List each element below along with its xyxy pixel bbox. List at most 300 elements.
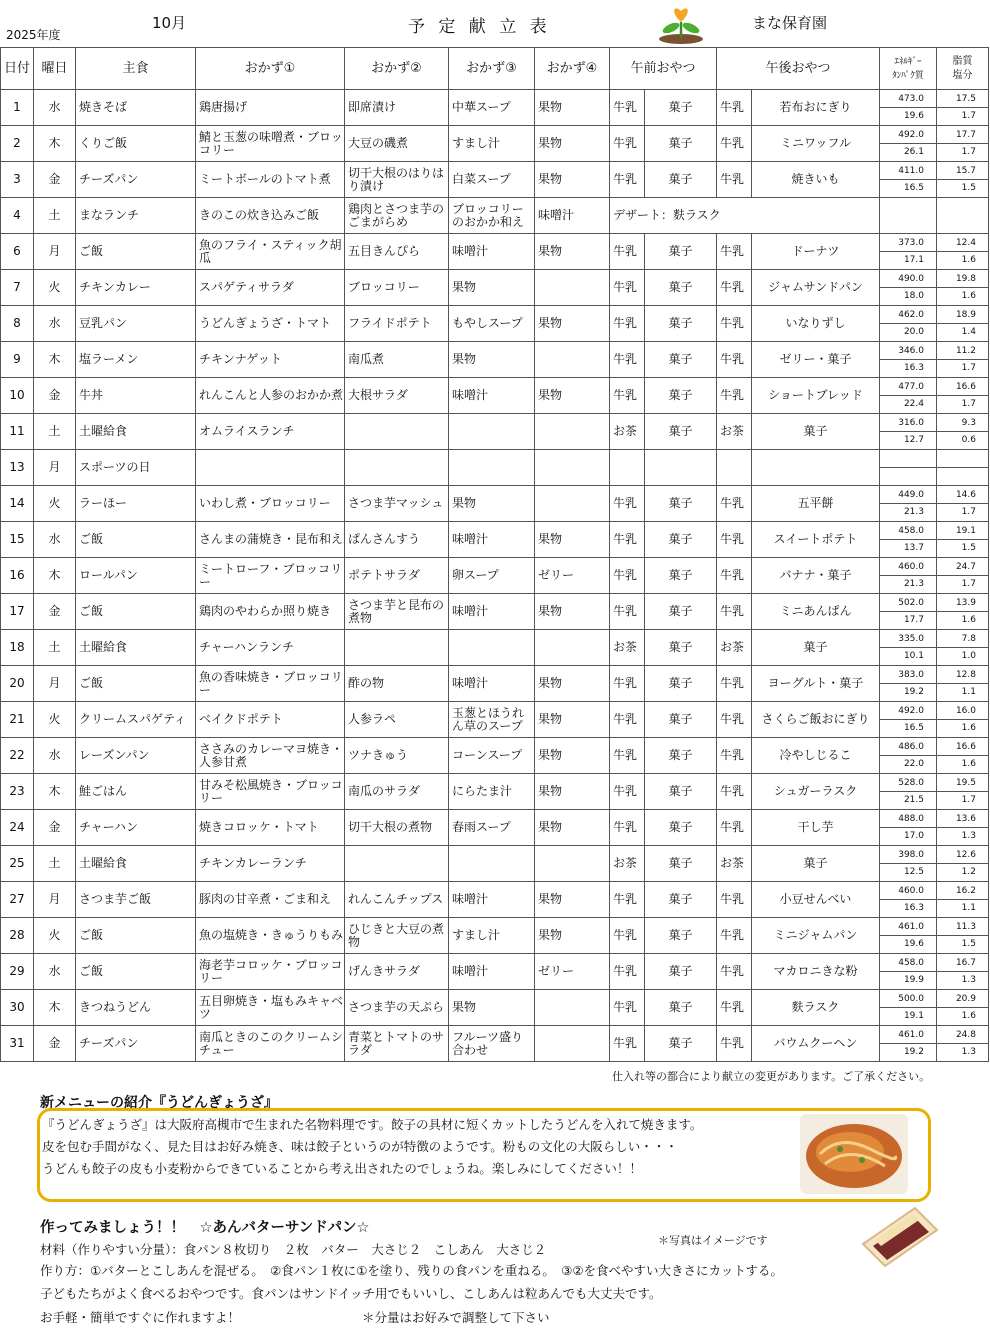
- side2-cell: れんこんチップス: [345, 882, 449, 918]
- side2-cell: [345, 630, 449, 666]
- am-drink-cell: 牛乳: [610, 666, 645, 702]
- am-snack-cell: 菓子: [645, 378, 717, 414]
- staple-cell: 豆乳パン: [76, 306, 196, 342]
- staple-cell: 牛丼: [76, 378, 196, 414]
- side3-cell: 果物: [449, 342, 535, 378]
- protein-value: 18.0: [903, 291, 924, 301]
- table-row: [1, 342, 989, 378]
- side4-cell: 果物: [535, 666, 610, 702]
- menu-table: [0, 47, 989, 1062]
- staple-cell: チーズパン: [76, 162, 196, 198]
- nutrition-cell: [880, 810, 937, 846]
- table-row: [1, 486, 989, 522]
- fat-salt-cell: [937, 990, 989, 1026]
- fat-salt-cell: [937, 486, 989, 522]
- am-drink-cell: 牛乳: [610, 162, 645, 198]
- pm-drink-cell: お茶: [717, 630, 752, 666]
- fat-value: 17.5: [937, 91, 988, 109]
- side1-cell: 南瓜ときのこのクリームシチュー: [196, 1026, 345, 1062]
- table-row: [1, 990, 989, 1026]
- am-snack-cell: 菓子: [645, 414, 717, 450]
- weekday-cell: 水: [34, 738, 76, 774]
- side2-cell: ぱんさんすう: [345, 522, 449, 558]
- am-drink-cell: 牛乳: [610, 882, 645, 918]
- pm-snack-cell: いなりずし: [752, 306, 880, 342]
- protein-value: 16.5: [903, 183, 924, 193]
- staple-cell: くりご飯: [76, 126, 196, 162]
- staple-cell: クリームスパゲティ: [76, 702, 196, 738]
- side4-cell: [535, 1026, 610, 1062]
- salt-value: 1.6: [961, 615, 976, 625]
- fat-salt-cell: [937, 954, 989, 990]
- fat-value: 16.7: [937, 955, 988, 973]
- am-snack-cell: 菓子: [645, 702, 717, 738]
- side1-cell: スパゲティサラダ: [196, 270, 345, 306]
- date-cell: 30: [1, 990, 34, 1026]
- salt-value: 1.7: [961, 147, 976, 157]
- date-cell: 23: [1, 774, 34, 810]
- nutrition-cell: [880, 558, 937, 594]
- date-cell: 25: [1, 846, 34, 882]
- weekday-cell: 火: [34, 918, 76, 954]
- protein-value: 21.3: [903, 507, 924, 517]
- staple-cell: 土曜給食: [76, 414, 196, 450]
- fiscal-year: 2025年度: [6, 28, 61, 42]
- energy-value: 461.0: [880, 919, 936, 937]
- pm-drink-cell: 牛乳: [717, 486, 752, 522]
- col-protein: ﾀﾝﾊﾟｸ質: [892, 70, 924, 81]
- protein-value: 21.5: [903, 795, 924, 805]
- side3-cell: 卵スープ: [449, 558, 535, 594]
- date-cell: 8: [1, 306, 34, 342]
- staple-cell: ご飯: [76, 594, 196, 630]
- pm-snack-cell: 菓子: [752, 414, 880, 450]
- pm-drink-cell: 牛乳: [717, 522, 752, 558]
- salt-value: 1.7: [961, 795, 976, 805]
- weekday-cell: 水: [34, 522, 76, 558]
- am-snack-cell: 菓子: [645, 666, 717, 702]
- side1-cell: うどんぎょうざ・トマト: [196, 306, 345, 342]
- weekday-cell: 木: [34, 126, 76, 162]
- side4-cell: 果物: [535, 738, 610, 774]
- table-row: [1, 90, 989, 126]
- pm-snack-cell: [752, 450, 880, 486]
- am-snack-cell: 菓子: [645, 990, 717, 1026]
- side4-cell: [535, 414, 610, 450]
- table-row: [1, 630, 989, 666]
- fat-salt-cell: [937, 234, 989, 270]
- side2-cell: 人参ラペ: [345, 702, 449, 738]
- pm-drink-cell: 牛乳: [717, 306, 752, 342]
- pm-drink-cell: [717, 450, 752, 486]
- fat-salt-cell: [937, 630, 989, 666]
- energy-value: 492.0: [880, 703, 936, 721]
- side1-cell: 焼きコロッケ・トマト: [196, 810, 345, 846]
- date-cell: 3: [1, 162, 34, 198]
- am-drink-cell: 牛乳: [610, 738, 645, 774]
- side2-cell: 切干大根のはりはり漬け: [345, 162, 449, 198]
- fat-salt-cell: [937, 738, 989, 774]
- pm-snack-cell: 冷やしじるこ: [752, 738, 880, 774]
- side3-cell: コーンスープ: [449, 738, 535, 774]
- fat-value: 16.2: [937, 883, 988, 901]
- pm-snack-cell: ショートブレッド: [752, 378, 880, 414]
- pm-snack-cell: 小豆せんべい: [752, 882, 880, 918]
- pm-drink-cell: 牛乳: [717, 90, 752, 126]
- side4-cell: 味噌汁: [535, 198, 610, 234]
- side1-cell: さんまの蒲焼き・昆布和え: [196, 522, 345, 558]
- side1-cell: チキンカレーランチ: [196, 846, 345, 882]
- fat-salt-cell: [937, 90, 989, 126]
- weekday-cell: 金: [34, 162, 76, 198]
- fat-salt-cell: [937, 774, 989, 810]
- staple-cell: ご飯: [76, 666, 196, 702]
- side2-cell: さつま芋の天ぷら: [345, 990, 449, 1026]
- table-row: [1, 414, 989, 450]
- table-row: [1, 774, 989, 810]
- pm-snack-cell: 若布おにぎり: [752, 90, 880, 126]
- side3-cell: 玉葱とほうれん草のスープ: [449, 702, 535, 738]
- side2-cell: 大根サラダ: [345, 378, 449, 414]
- am-snack-cell: 菓子: [645, 882, 717, 918]
- side1-cell: ミートボールのトマト煮: [196, 162, 345, 198]
- salt-value: 1.7: [961, 507, 976, 517]
- pm-drink-cell: 牛乳: [717, 162, 752, 198]
- side3-cell: 中華スープ: [449, 90, 535, 126]
- pm-snack-cell: 干し芋: [752, 810, 880, 846]
- staple-cell: ご飯: [76, 954, 196, 990]
- fat-value: 19.8: [937, 271, 988, 289]
- nutrition-cell: [880, 306, 937, 342]
- table-row: [1, 198, 989, 234]
- table-row: [1, 738, 989, 774]
- side2-cell: フライドポテト: [345, 306, 449, 342]
- side1-cell: ミートローフ・ブロッコリー: [196, 558, 345, 594]
- protein-value: 16.3: [903, 903, 924, 913]
- col-pm-snack: 午後おやつ: [717, 48, 880, 90]
- am-snack-cell: 菓子: [645, 270, 717, 306]
- pm-snack-cell: 五平餅: [752, 486, 880, 522]
- nutrition-cell: [880, 234, 937, 270]
- energy-value: 488.0: [880, 811, 936, 829]
- side2-cell: さつま芋マッシュ: [345, 486, 449, 522]
- table-row: [1, 522, 989, 558]
- am-snack-cell: 菓子: [645, 774, 717, 810]
- side4-cell: [535, 450, 610, 486]
- staple-cell: ラーほー: [76, 486, 196, 522]
- side1-cell: 海老芋コロッケ・ブロッコリー: [196, 954, 345, 990]
- am-snack-cell: 菓子: [645, 738, 717, 774]
- fat-salt-cell: [937, 882, 989, 918]
- nutrition-cell: [880, 522, 937, 558]
- weekday-cell: 金: [34, 810, 76, 846]
- salt-value: 0.6: [961, 435, 976, 445]
- pm-snack-cell: ゼリー・菓子: [752, 342, 880, 378]
- date-cell: 11: [1, 414, 34, 450]
- weekday-cell: 火: [34, 702, 76, 738]
- pm-snack-cell: マカロニきな粉: [752, 954, 880, 990]
- am-drink-cell: 牛乳: [610, 702, 645, 738]
- fat-value: 12.8: [937, 667, 988, 685]
- side4-cell: 果物: [535, 522, 610, 558]
- salt-value: 1.0: [961, 651, 976, 661]
- side4-cell: [535, 846, 610, 882]
- col-am-snack: 午前おやつ: [610, 48, 717, 90]
- energy-value: 477.0: [880, 379, 936, 397]
- side4-cell: 果物: [535, 702, 610, 738]
- staple-cell: チャーハン: [76, 810, 196, 846]
- fat-salt-cell: [937, 1026, 989, 1062]
- side4-cell: 果物: [535, 90, 610, 126]
- date-cell: 22: [1, 738, 34, 774]
- fat-value: 13.6: [937, 811, 988, 829]
- table-row: [1, 846, 989, 882]
- side2-cell: 即席漬け: [345, 90, 449, 126]
- side4-cell: 果物: [535, 594, 610, 630]
- fat-value: 13.9: [937, 595, 988, 613]
- side3-cell: もやしスープ: [449, 306, 535, 342]
- energy-value: 462.0: [880, 307, 936, 325]
- salt-value: 1.3: [961, 975, 976, 985]
- fat-value: 19.5: [937, 775, 988, 793]
- am-drink-cell: 牛乳: [610, 270, 645, 306]
- col-weekday: 曜日: [34, 48, 76, 90]
- table-row: [1, 126, 989, 162]
- col-staple: 主食: [76, 48, 196, 90]
- pm-drink-cell: 牛乳: [717, 738, 752, 774]
- protein-value: 19.2: [903, 687, 924, 697]
- side4-cell: [535, 342, 610, 378]
- fat-value: 9.3: [937, 415, 988, 433]
- am-drink-cell: 牛乳: [610, 126, 645, 162]
- weekday-cell: 木: [34, 342, 76, 378]
- protein-value: 17.0: [903, 831, 924, 841]
- side3-cell: [449, 846, 535, 882]
- pm-drink-cell: 牛乳: [717, 270, 752, 306]
- fat-salt-cell: [937, 306, 989, 342]
- pm-snack-cell: ジャムサンドパン: [752, 270, 880, 306]
- protein-value: 16.3: [903, 363, 924, 373]
- energy-value: 500.0: [880, 991, 936, 1009]
- pm-snack-cell: 菓子: [752, 630, 880, 666]
- side2-cell: 酢の物: [345, 666, 449, 702]
- energy-value: 458.0: [880, 523, 936, 541]
- am-drink-cell: 牛乳: [610, 594, 645, 630]
- side1-cell: 魚の塩焼き・きゅうりもみ: [196, 918, 345, 954]
- date-cell: 4: [1, 198, 34, 234]
- salt-value: 1.7: [961, 399, 976, 409]
- date-cell: 10: [1, 378, 34, 414]
- side4-cell: [535, 486, 610, 522]
- fat-value: 16.0: [937, 703, 988, 721]
- salt-value: 1.6: [961, 759, 976, 769]
- weekday-cell: 土: [34, 414, 76, 450]
- weekday-cell: 土: [34, 630, 76, 666]
- salt-value: 1.6: [961, 723, 976, 733]
- side3-cell: すまし汁: [449, 126, 535, 162]
- fat-salt-cell: [937, 558, 989, 594]
- pm-drink-cell: 牛乳: [717, 810, 752, 846]
- weekday-cell: 水: [34, 90, 76, 126]
- side1-cell: 甘みそ松風焼き・ブロッコリー: [196, 774, 345, 810]
- side4-cell: 果物: [535, 306, 610, 342]
- protein-value: 20.0: [903, 327, 924, 337]
- date-cell: 29: [1, 954, 34, 990]
- am-drink-cell: 牛乳: [610, 558, 645, 594]
- pm-snack-cell: ヨーグルト・菓子: [752, 666, 880, 702]
- protein-value: 10.1: [903, 651, 924, 661]
- pm-snack-cell: ミニワッフル: [752, 126, 880, 162]
- side3-cell: 味噌汁: [449, 954, 535, 990]
- am-drink-cell: 牛乳: [610, 990, 645, 1026]
- side1-cell: ささみのカレーマヨ焼き・人参甘煮: [196, 738, 345, 774]
- am-drink-cell: 牛乳: [610, 954, 645, 990]
- side3-cell: [449, 450, 535, 486]
- salt-value: 1.3: [961, 831, 976, 841]
- nutrition-cell: [880, 486, 937, 522]
- table-row: [1, 306, 989, 342]
- nutrition-cell: [880, 1026, 937, 1062]
- staple-cell: 土曜給食: [76, 630, 196, 666]
- weekday-cell: 水: [34, 954, 76, 990]
- recipe-footer-left: お手軽・簡単ですぐに作れますよ！: [40, 1310, 241, 1325]
- protein-value: 13.7: [903, 543, 924, 553]
- nutrition-cell: [880, 162, 937, 198]
- side4-cell: 果物: [535, 378, 610, 414]
- fat-salt-cell: [937, 342, 989, 378]
- salt-value: 1.6: [961, 255, 976, 265]
- energy-value: 383.0: [880, 667, 936, 685]
- side1-cell: ベイクドポテト: [196, 702, 345, 738]
- nutrition-cell: [880, 126, 937, 162]
- side3-cell: 味噌汁: [449, 666, 535, 702]
- pm-snack-cell: ドーナツ: [752, 234, 880, 270]
- energy-value: 411.0: [880, 163, 936, 181]
- table-row: [1, 882, 989, 918]
- fat-value: 17.7: [937, 127, 988, 145]
- col-nutrition: [880, 48, 937, 90]
- side1-cell: チキンナゲット: [196, 342, 345, 378]
- side3-cell: すまし汁: [449, 918, 535, 954]
- fat-salt-cell: [937, 450, 989, 486]
- weekday-cell: 水: [34, 306, 76, 342]
- side2-cell: 青菜とトマトのサラダ: [345, 1026, 449, 1062]
- protein-value: 16.5: [903, 723, 924, 733]
- col-date: 日付: [1, 48, 34, 90]
- col-fat-salt: [937, 48, 989, 90]
- staple-cell: 塩ラーメン: [76, 342, 196, 378]
- energy-value: 460.0: [880, 883, 936, 901]
- staple-cell: 鮭ごはん: [76, 774, 196, 810]
- pm-drink-cell: 牛乳: [717, 126, 752, 162]
- table-row: [1, 702, 989, 738]
- protein-value: 17.7: [903, 615, 924, 625]
- side1-cell: 鶏肉のやわらか照り焼き: [196, 594, 345, 630]
- col-salt: 塩分: [952, 69, 973, 81]
- side3-cell: にらたま汁: [449, 774, 535, 810]
- date-cell: 27: [1, 882, 34, 918]
- am-snack-cell: 菓子: [645, 522, 717, 558]
- fat-salt-cell: [937, 162, 989, 198]
- pm-drink-cell: 牛乳: [717, 774, 752, 810]
- fat-salt-cell: [937, 594, 989, 630]
- recipe-title: 作ってみましょう！！ ☆あんバターサンドパン☆: [40, 1220, 370, 1236]
- pm-snack-cell: 焼きいも: [752, 162, 880, 198]
- am-drink-cell: 牛乳: [610, 810, 645, 846]
- staple-cell: 焼きそば: [76, 90, 196, 126]
- pm-drink-cell: お茶: [717, 846, 752, 882]
- weekday-cell: 金: [34, 378, 76, 414]
- energy-value: [880, 451, 936, 469]
- side1-cell: 鶏唐揚げ: [196, 90, 345, 126]
- am-snack-cell: 菓子: [645, 90, 717, 126]
- salt-value: 1.6: [961, 1011, 976, 1021]
- side4-cell: 果物: [535, 234, 610, 270]
- pm-drink-cell: 牛乳: [717, 378, 752, 414]
- new-menu-title: 新メニューの紹介『うどんぎょうざ』: [40, 1095, 278, 1111]
- sprout-logo-icon: [656, 2, 706, 44]
- date-cell: 15: [1, 522, 34, 558]
- am-drink-cell: 牛乳: [610, 774, 645, 810]
- side4-cell: ゼリー: [535, 954, 610, 990]
- protein-value: 22.0: [903, 759, 924, 769]
- date-cell: 1: [1, 90, 34, 126]
- energy-value: 461.0: [880, 1027, 936, 1045]
- month: 10月: [152, 14, 187, 32]
- new-menu-line-3: うどんも餃子の皮も小麦粉からできていることから考え出されたのでしょうね。楽しみにしてください！！: [42, 1161, 642, 1176]
- nutrition-cell: [880, 198, 937, 234]
- side2-cell: [345, 846, 449, 882]
- date-cell: 18: [1, 630, 34, 666]
- am-snack-cell: 菓子: [645, 342, 717, 378]
- col-side3: おかず③: [449, 48, 535, 90]
- weekday-cell: 金: [34, 594, 76, 630]
- weekday-cell: 月: [34, 882, 76, 918]
- pm-snack-cell: ミニジャムパン: [752, 918, 880, 954]
- date-cell: 9: [1, 342, 34, 378]
- date-cell: 24: [1, 810, 34, 846]
- salt-value: 1.7: [961, 363, 976, 373]
- side3-cell: 白菜スープ: [449, 162, 535, 198]
- weekday-cell: 火: [34, 486, 76, 522]
- am-snack-cell: 菓子: [645, 306, 717, 342]
- weekday-cell: 木: [34, 990, 76, 1026]
- energy-value: 335.0: [880, 631, 936, 649]
- side3-cell: 果物: [449, 270, 535, 306]
- nutrition-cell: [880, 378, 937, 414]
- date-cell: 6: [1, 234, 34, 270]
- side1-cell: れんこんと人参のおかか煮: [196, 378, 345, 414]
- am-drink-cell: 牛乳: [610, 342, 645, 378]
- am-drink-cell: 牛乳: [610, 1026, 645, 1062]
- nutrition-cell: [880, 270, 937, 306]
- energy-value: 473.0: [880, 91, 936, 109]
- col-side2: おかず②: [345, 48, 449, 90]
- date-cell: 16: [1, 558, 34, 594]
- new-menu-line-1: 『うどんぎょうざ』は大阪府高槻市で生まれた名物料理です。餃子の具材に短くカットしたうどんを入れて焼きます。: [42, 1117, 703, 1132]
- date-cell: 21: [1, 702, 34, 738]
- fat-salt-cell: [937, 270, 989, 306]
- side2-cell: げんきサラダ: [345, 954, 449, 990]
- am-drink-cell: 牛乳: [610, 486, 645, 522]
- energy-value: 458.0: [880, 955, 936, 973]
- am-drink-cell: 牛乳: [610, 522, 645, 558]
- date-cell: 2: [1, 126, 34, 162]
- pm-drink-cell: 牛乳: [717, 702, 752, 738]
- side3-cell: 果物: [449, 486, 535, 522]
- side2-cell: [345, 414, 449, 450]
- fat-value: 12.6: [937, 847, 988, 865]
